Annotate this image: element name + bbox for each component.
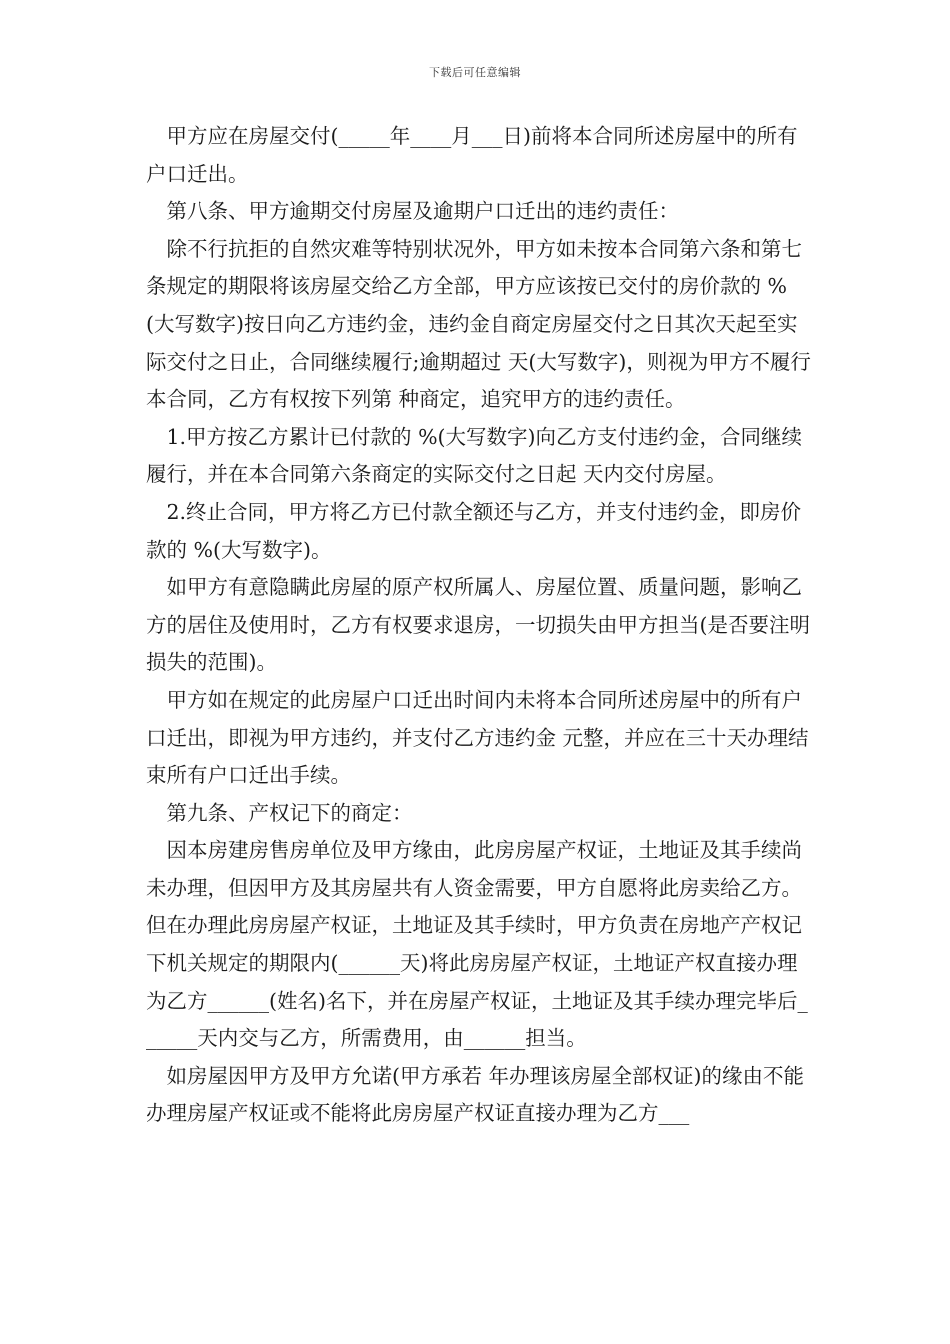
option-1-continue-contract: 1.甲方按乙方累计已付款的 %(大写数字)向乙方支付违约金，合同继续履行，并在本合同第六条商定的实际交付之日起 天内交付房屋。 bbox=[146, 424, 803, 487]
page-header: 下载后可任意编辑 bbox=[429, 66, 521, 79]
option-2-terminate-contract: 2.终止合同，甲方将乙方已付款全额还与乙方，并支付违约金，即房价款的 %(大写数字)。 bbox=[146, 499, 802, 562]
article-9-heading: 第九条、产权记下的商定： bbox=[166, 800, 413, 825]
article-8-heading: 第八条、甲方逾期交付房屋及逾期户口迁出的违约责任： bbox=[166, 199, 679, 224]
paragraph-concealment-liability: 如甲方有意隐瞒此房屋的原产权所属人、房屋位置、质量问题，影响乙方的居住及使用时，乙方有权要求退房，一切损失由甲方担当(是否要注明损失的范围)。 bbox=[146, 575, 810, 675]
paragraph-registration-failure: 如房屋因甲方及甲方允诺(甲方承若 年办理该房屋全部权证)的缘由不能办理房屋产权证或不能将此房房屋产权证直接办理为乙方___ bbox=[146, 1063, 805, 1126]
paragraph-late-delivery-penalty: 除不行抗拒的自然灾难等特别状况外，甲方如未按本合同第六条和第七条规定的期限将该房屋交给乙方全部，甲方应该按已交付的房价款的 %(大写数字)按日向乙方违约金，违约金自商定房屋交付之日其次天起至实际交付之日止，合同继续履行;逾期超过 天(大写数字)，则视为甲方不履行本合同，乙方有权按下列第 种商定，追究甲方的违约责任。 bbox=[146, 236, 811, 412]
document-body bbox=[146, 118, 812, 1133]
paragraph-household-breach: 甲方如在规定的此房屋户口迁出时间内未将本合同所述房屋中的所有户口迁出，即视为甲方违约，并支付乙方违约金 元整，并应在三十天办理结束所有户口迁出手续。 bbox=[146, 687, 809, 788]
paragraph-household-move-out: 甲方应在房屋交付(_____年____月___日)前将本合同所述房屋中的所有户口迁出。 bbox=[146, 124, 798, 186]
paragraph-property-registration: 因本房建房售房单位及甲方缘由，此房房屋产权证，土地证及其手续尚未办理，但因甲方及其房屋共有人资金需要，甲方自愿将此房卖给乙方。但在办理此房房屋产权证，土地证及其手续时，甲方负责在房地产产权记下机关规定的期限内(______天)将此房房屋产权证，土地证产权直接办理为乙方______(姓名)名下，并在房屋产权证，土地证及其手续办理完毕后______天内交与乙方，所需费用，由______担当。 bbox=[146, 838, 808, 1051]
